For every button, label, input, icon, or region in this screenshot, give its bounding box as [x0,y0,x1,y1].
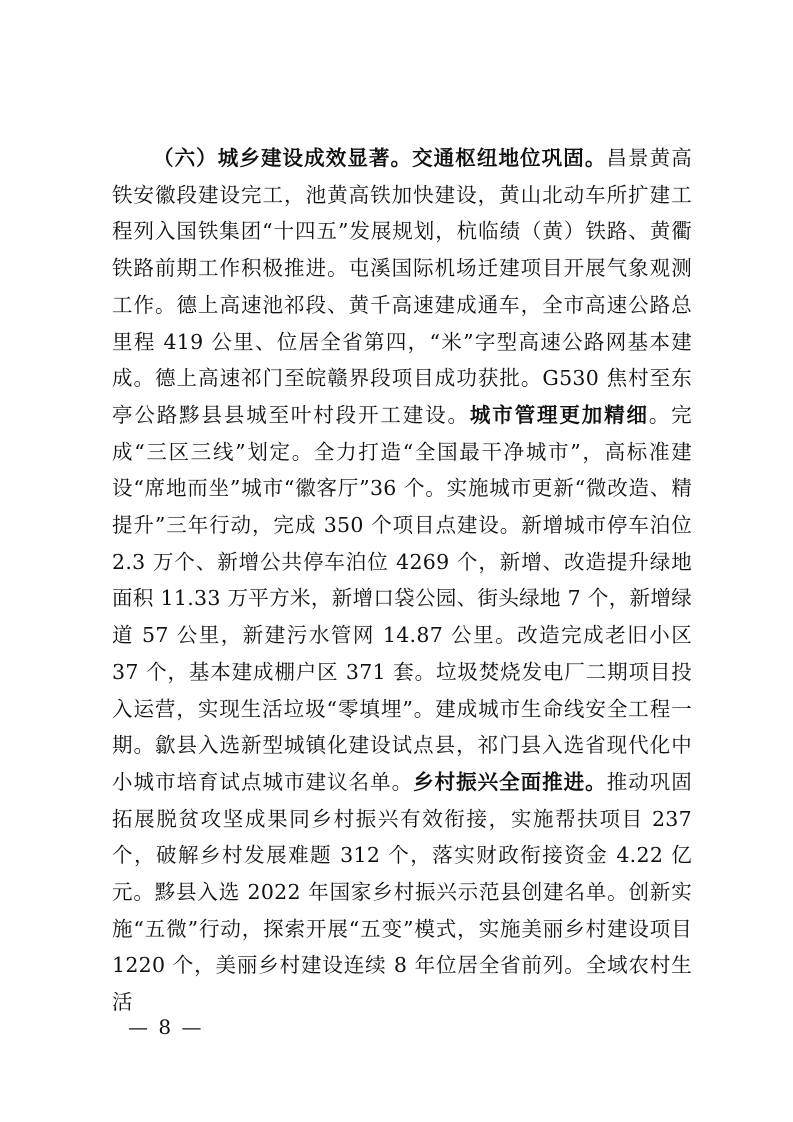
paragraph-text-rural: 推动巩固拓展脱贫攻坚成果同乡村振兴有效衔接，实施帮扶项目 237 个，破解乡村发展难题 312 个，落实财政衔接资金 4.22 亿元。黟县入选 2022 年国家乡村振兴示范县创建名单。创新实施“五微”行动，探索开展“五变”模式，实施美丽乡村建设项目 1220 个，美丽乡村建设连续 8 年位居全省前列。全域农村生活 [112,769,693,1015]
subheading-urban-management: 城市管理更加精细 [469,402,649,427]
paragraph-text-urban: 。完成“三区三线”划定。全力打造“全国最干净城市”，高标准建设“席地而坐”城市“徽客厅”36 个。实施城市更新“微改造、精提升”三年行动，完成 350 个项目点建设。新增城市停车泊位 2.3 万个、新增公共停车泊位 4269 个，新增、改造提升绿地面积 11.33 万平方米，新增口袋公园、街头绿地 7 个，新增绿道 57 公里，新建污水管网 14.87 公里。改造完成老旧小区 37 个，基本建成棚户区 371 套。垃圾焚烧发电厂二期项目投入运营，实现生活垃圾“零填埋”。建成城市生命线安全工程一期。歙县入选新型城镇化建设试点县，祁门县入选省现代化中小城市培育试点城市建议名单。 [112,402,692,794]
subheading-rural-revitalization: 乡村振兴全面推进。 [413,769,607,794]
section-heading: （六）城乡建设成效显著。 [153,146,413,170]
page-number: — 8 — [128,1015,204,1039]
body-paragraph [112,140,692,1021]
subheading-transport: 交通枢纽地位巩固。 [412,146,607,170]
paragraph-text-transport: 昌景黄高铁安徽段建设完工，池黄高铁加快建设，黄山北动车所扩建工程列入国铁集团“十四五”发展规划，杭临绩（黄）铁路、黄衢铁路前期工作积极推进。屯溪国际机场迁建项目开展气象观测工作。德上高速池祁段、黄千高速建成通车，全市高速公路总里程 419 公里、位居全省第四，“米”字型高速公路网基本建成。德上高速祁门至皖赣界段项目成功获批。G530 焦村至东亭公路黟县县城至叶村段开工建设。 [112,146,692,427]
